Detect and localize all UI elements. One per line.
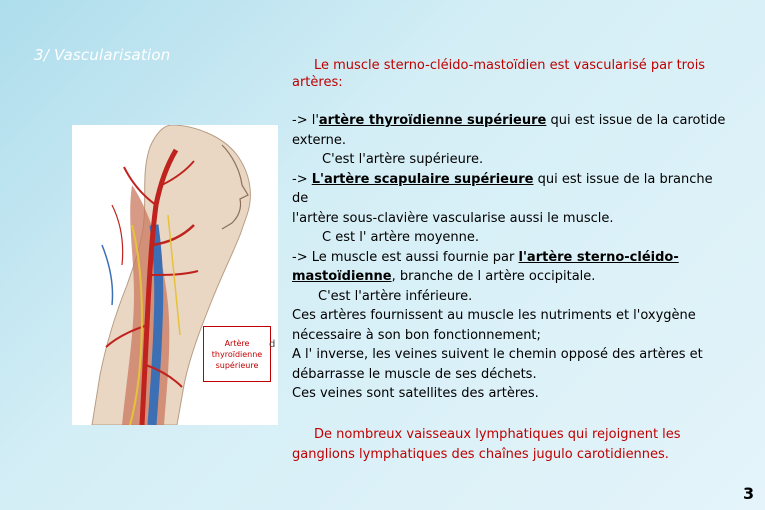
- artery-1-note: C'est l'artère supérieure.: [322, 152, 484, 167]
- para2-line-3: A l' inverse, les veines suivent le chemin opposé des artères et: [292, 347, 703, 362]
- artery-2-rest2: l'artère sous-clavière vascularise aussi le muscle.: [292, 210, 614, 226]
- illustration-edge-letter: d: [269, 339, 276, 350]
- artery-2-note: C est l' artère moyenne.: [322, 230, 480, 245]
- artery-1-name: artère thyroïdienne supérieure: [318, 113, 547, 128]
- artery-2-prefix: ->: [292, 171, 312, 187]
- intro-text: [292, 57, 732, 91]
- artery-1: [292, 111, 732, 131]
- artery-3-line2: [292, 267, 732, 287]
- small-vessel-1: [112, 205, 123, 265]
- small-vein-1: [102, 245, 113, 305]
- artery-3-rest: , branche de l artère occipitale.: [391, 269, 596, 284]
- artery-3-prefix: -> Le muscle est aussi fournie par: [292, 249, 519, 265]
- artery-1-prefix: -> l': [292, 113, 319, 128]
- artery-2-name: L'artère scapulaire supérieure: [311, 171, 534, 187]
- paragraph-lymphatics: [292, 425, 732, 464]
- caption-line-1: Artère: [224, 338, 250, 348]
- paragraph-veins: [292, 306, 732, 404]
- artery-3-note: C'est l'artère inférieure.: [318, 288, 473, 304]
- artery-1-rest: qui est issue de la carotide: [546, 113, 726, 128]
- artery-3-name-2: mastoïdienne: [292, 269, 392, 284]
- artery-3-name: l'artère sterno-cléido-: [518, 249, 679, 265]
- para2-line-4: débarrasse le muscle de ses déchets.: [292, 366, 537, 382]
- artery-2: [292, 170, 732, 209]
- page-number: 3: [743, 484, 755, 503]
- para3-line-2: ganglions lymphatiques des chaînes jugulo carotidiennes.: [292, 446, 669, 462]
- illustration-caption: [203, 326, 271, 382]
- artery-2-rest: qui est issue de la branche de: [292, 171, 713, 206]
- intro-line-1: Le muscle sterno-cléido-mastoïdien est vascularisé par trois: [314, 58, 706, 73]
- para3-line-1: De nombreux vaisseaux lymphatiques qui rejoignent les: [314, 427, 681, 442]
- para2-line-2: nécessaire à son bon fonctionnement;: [292, 327, 541, 343]
- intro-line-2: artères:: [292, 75, 343, 90]
- artery-3: [292, 248, 732, 268]
- para2-line-5: Ces veines sont satellites des artères.: [292, 386, 539, 401]
- para2-line-1: Ces artères fournissent au muscle les nutriments et l'oxygène: [292, 308, 696, 323]
- slide-title: 3/ Vascularisation: [34, 46, 171, 64]
- caption-line-3: supérieure: [215, 360, 259, 370]
- arteries-list: [292, 111, 732, 306]
- artery-1-rest2: externe.: [292, 132, 347, 148]
- caption-line-2: thyroïdienne: [211, 349, 263, 359]
